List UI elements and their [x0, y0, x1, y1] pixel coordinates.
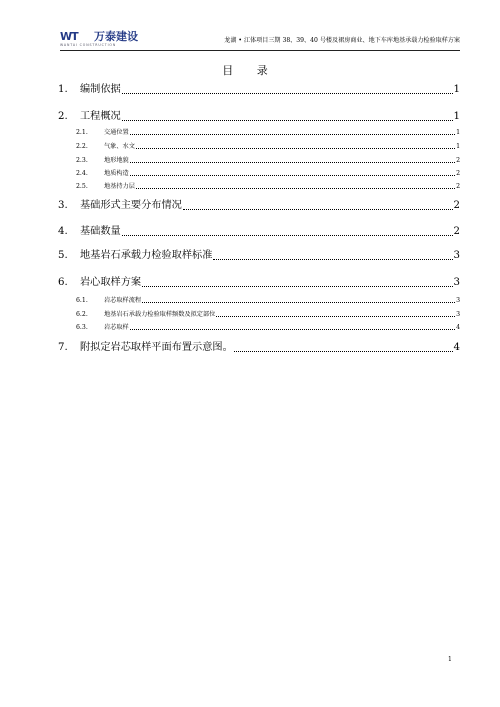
- toc-entry-number: 5.: [58, 250, 68, 261]
- toc-entry-label: 地形地貌: [104, 157, 129, 164]
- toc-entry-number: 1.: [58, 84, 68, 95]
- toc-entry-page: 4: [453, 342, 460, 353]
- logo-english-text: WANTAI CONSTRUCTION: [60, 43, 117, 47]
- toc-entry-2-4[interactable]: [76, 169, 460, 178]
- toc-entry-number: 6.3.: [76, 324, 88, 331]
- toc-entry-page: 3: [456, 311, 460, 318]
- toc-entry-label: 基础数量: [80, 226, 121, 237]
- toc-entry-number: 6.2.: [76, 311, 88, 318]
- toc-entry-2-2[interactable]: [76, 142, 460, 151]
- toc-leader-dots: [130, 134, 455, 135]
- toc-leader-dots: [130, 162, 455, 163]
- toc-leader-dots: [122, 93, 453, 94]
- toc-entry-label: 工程概况: [80, 111, 121, 122]
- toc-entry-number: 2.4.: [76, 170, 88, 177]
- toc-entry-number: 2.2.: [76, 143, 88, 150]
- toc-leader-dots: [213, 259, 452, 260]
- logo-text: 万泰建设: [94, 30, 138, 43]
- toc-leader-dots: [122, 235, 453, 236]
- toc-entry-label: 岩芯取样: [104, 324, 129, 331]
- toc-entry-number: 4.: [58, 226, 68, 237]
- toc-entry-page: 2: [453, 226, 460, 237]
- toc-entry-label: 交通位置: [104, 129, 129, 136]
- toc-entry-number: 2.1.: [76, 129, 88, 136]
- toc-leader-dots: [216, 316, 455, 317]
- toc-entry-label: 附拟定岩芯取样平面布置示意图。: [80, 342, 233, 353]
- page-header: [60, 28, 460, 51]
- toc-entry-number: 6.: [58, 277, 68, 288]
- logo-mark: WT: [60, 30, 78, 43]
- toc-entry-page: 1: [456, 129, 460, 136]
- toc-leader-dots: [183, 209, 453, 210]
- toc-entry-4[interactable]: [58, 225, 460, 239]
- toc-entry-6-2[interactable]: [76, 310, 460, 319]
- toc-entry-label: 地基持力层: [104, 183, 135, 190]
- toc-leader-dots: [142, 286, 452, 287]
- toc-entry-2-1[interactable]: [76, 128, 460, 137]
- toc-entry-7[interactable]: [58, 341, 460, 355]
- toc-entry-page: 4: [456, 324, 460, 331]
- toc-entry-label: 地基岩石承载力检验取样标准: [80, 250, 213, 261]
- toc-entry-6-1[interactable]: [76, 296, 460, 305]
- toc-leader-dots: [136, 188, 455, 189]
- toc-leader-dots: [130, 175, 455, 176]
- toc-entry-number: 7.: [58, 342, 68, 353]
- toc-entry-page: 2: [456, 183, 460, 190]
- toc-entry-page: 2: [456, 170, 460, 177]
- toc-leader-dots: [130, 329, 455, 330]
- toc-entry-2-5[interactable]: [76, 182, 460, 191]
- toc-entry-page: 1: [453, 111, 460, 122]
- toc-entry-number: 2.5.: [76, 183, 88, 190]
- toc-entry-6-3[interactable]: [76, 323, 460, 332]
- toc-entry-number: 6.1.: [76, 297, 88, 304]
- toc-entry-page: 3: [456, 297, 460, 304]
- toc-entry-number: 2.: [58, 111, 68, 122]
- toc-entry-label: 基础形式主要分布情况: [80, 200, 182, 211]
- toc-entry-number: 2.3.: [76, 157, 88, 164]
- toc-entry-page: 1: [453, 84, 460, 95]
- toc-entry-page: 2: [456, 157, 460, 164]
- company-logo: [60, 30, 152, 48]
- toc-entry-label: 岩心取样方案: [80, 277, 142, 288]
- toc-entry-number: 3.: [58, 200, 68, 211]
- header-title: 龙湖 • 江体项目三期 38、39、40 号楼及裙房商业、地下车库地基承载力检验取样方案: [224, 37, 460, 44]
- toc-entry-label: 气象、水文: [104, 143, 135, 150]
- toc-entry-page: 3: [453, 277, 460, 288]
- toc-leader-dots: [234, 351, 453, 352]
- toc-entry-page: 3: [453, 250, 460, 261]
- toc-entry-2-3[interactable]: [76, 156, 460, 165]
- toc-entry-label: 地质构造: [104, 170, 129, 177]
- toc-leader-dots: [136, 148, 455, 149]
- toc-title: 目 录: [222, 64, 278, 77]
- toc-entry-label: 编制依据: [80, 84, 121, 95]
- toc-entry-3[interactable]: [58, 199, 460, 213]
- toc-entry-label: 地基岩石承载力检验取样频数及拟定部位: [104, 311, 216, 318]
- toc-entry-2[interactable]: [58, 110, 460, 124]
- toc-entry-6[interactable]: [58, 276, 460, 290]
- page-number: 1: [448, 656, 452, 663]
- toc-entry-5[interactable]: [58, 249, 460, 263]
- toc-leader-dots: [122, 120, 453, 121]
- toc-entry-page: 1: [456, 143, 460, 150]
- toc-entry-1[interactable]: [58, 83, 460, 97]
- toc-entry-label: 岩芯取样流程: [104, 297, 142, 304]
- toc-entry-page: 2: [453, 200, 460, 211]
- toc-leader-dots: [142, 302, 455, 303]
